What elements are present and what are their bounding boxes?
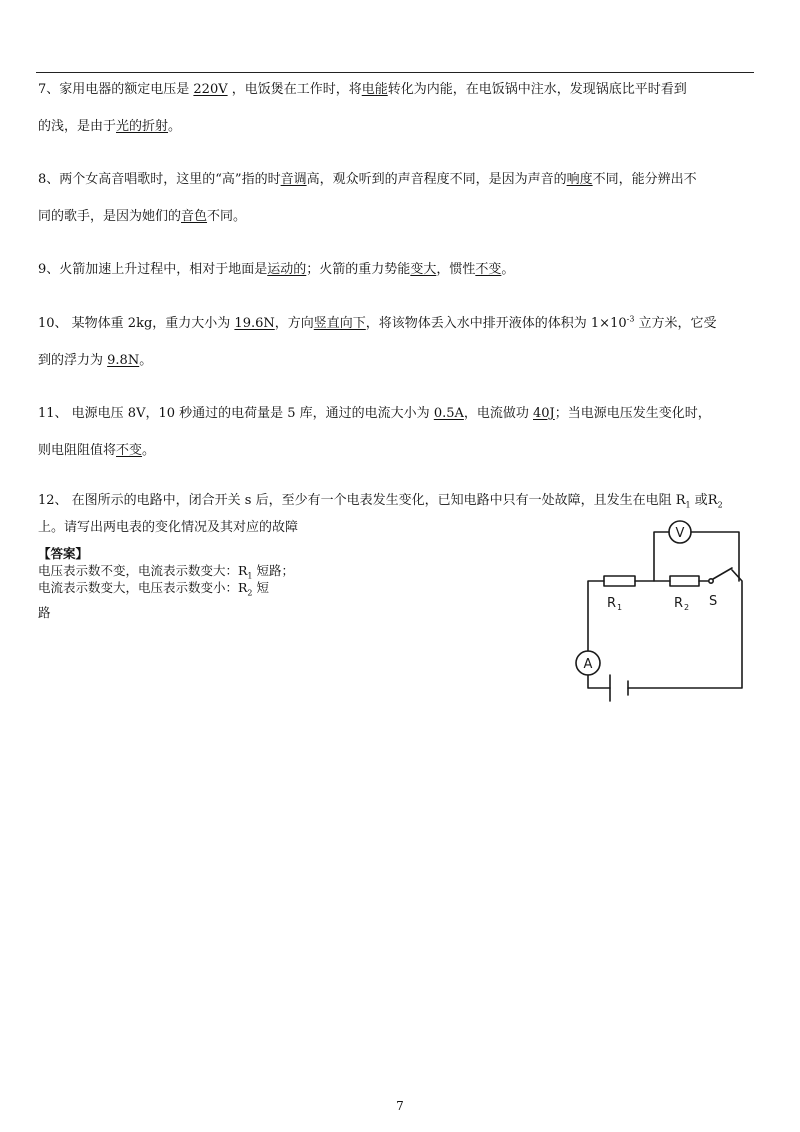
question-12-line-1: 12、 在图所示的电路中，闭合开关 s 后，至少有一个电表发生变化，已知电路中只有一处故障，且发生在电阻 $R_1$ 或$R_2$ <box>38 493 723 510</box>
question-10-line-2: 到的浮力为 9.8N。 <box>38 353 153 368</box>
voltmeter-label: V <box>675 526 685 541</box>
r1-subscript: 1 <box>617 603 623 612</box>
switch-label: S <box>709 594 718 609</box>
page-number: 7 <box>396 1099 404 1113</box>
answer-blank: 音色 <box>181 209 208 224</box>
question-9: 9、火箭加速上升过程中，相对于地面是运动的；火箭的重力势能变大，惯性不变。 <box>38 262 515 277</box>
answer-line-3: 路 <box>38 605 51 620</box>
answer-blank: 19.6N <box>234 316 275 331</box>
battery-icon <box>610 675 628 701</box>
answer-blank: 不变 <box>475 262 502 277</box>
answer-blank: 不变 <box>116 443 143 458</box>
answer-blank: 9.8N <box>107 353 140 368</box>
resistor-r1 <box>604 576 635 586</box>
question-7-line-2: 的浅，是由于光的折射。 <box>38 119 182 134</box>
r1-label: R <box>607 596 617 611</box>
answer-blank: 电能 <box>361 82 388 97</box>
switch-blade <box>713 568 732 579</box>
answer-blank: 响度 <box>566 172 593 187</box>
circuit-diagram <box>574 515 754 715</box>
answer-blank: 220V <box>193 82 228 97</box>
answer-blank: 变大 <box>410 262 437 277</box>
answer-heading: 【答案】 <box>38 546 89 561</box>
answer-line-1: 电压表示数不变，电流表示数变大：$R_1$ 短路； <box>38 563 294 581</box>
question-12-line-2: 上。请写出两电表的变化情况及其对应的故障 <box>38 520 299 535</box>
answer-blank: 竖直向下 <box>313 316 366 331</box>
question-8-line-1: 8、两个女高音唱歌时，这里的“高”指的时音调高，观众听到的声音程度不同，是因为声音的响度不同，能分辨出不 <box>38 172 697 187</box>
answer-blank: 运动的 <box>267 262 307 277</box>
voltmeter-wire <box>654 532 739 581</box>
answer-blank: 0.5A <box>433 406 464 421</box>
question-11-line-2: 则电阻阻值将不变。 <box>38 443 156 458</box>
question-8-line-2: 同的歌手，是因为她们的音色不同。 <box>38 209 247 224</box>
r2-subscript: 2 <box>684 603 690 612</box>
ammeter-label: A <box>583 657 593 672</box>
question-7-line-1: 7、家用电器的额定电压是 220V ，电饭煲在工作时，将电能转化为内能，在电饭锅中注水，发现锅底比平时看到 <box>38 82 687 97</box>
question-10-line-1: 10、 某物体重 2kg，重力大小为 19.6N，方向竖直向下，将该物体丢入水中排开液体的体积为 $1\times 10^{-3}$ 立方米，它受 <box>38 314 717 331</box>
answer-blank: 40J <box>533 406 555 421</box>
circuit-wire <box>588 570 742 688</box>
answer-line-2: 电流表示数变大，电压表示数变小：$R_2$ 短 <box>38 580 269 598</box>
answer-blank: 音调 <box>280 172 307 187</box>
r2-label: R <box>674 596 684 611</box>
question-11-line-1: 11、 电源电压 8V，10 秒通过的电荷量是 5 库，通过的电流大小为 0.5A，电流做功 40J；当电源电压发生变化时， <box>38 406 711 421</box>
answer-blank: 光的折射 <box>116 119 169 134</box>
resistor-r2 <box>670 576 699 586</box>
